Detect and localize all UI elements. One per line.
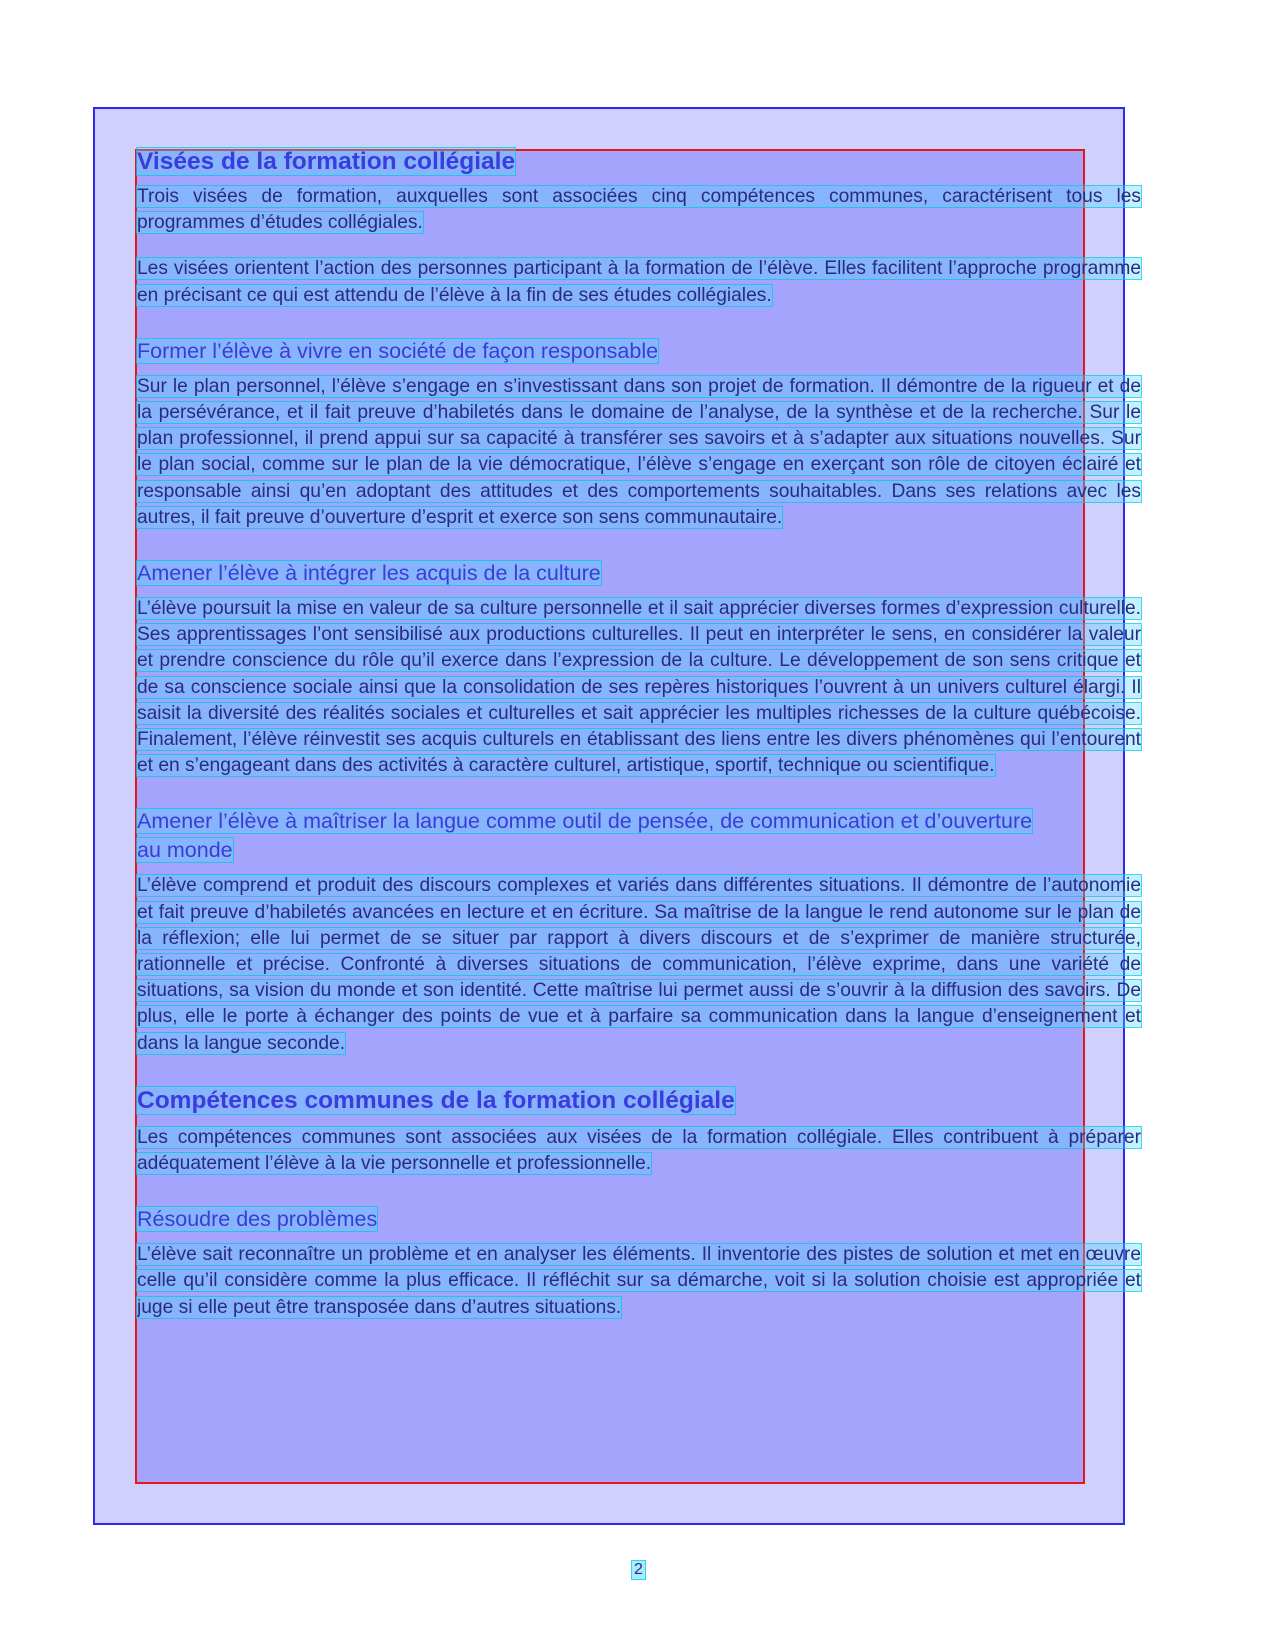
section-title-text: Compétences communes de la formation collégiale (137, 1086, 735, 1114)
paragraph: Sur le plan personnel, l’élève s’engage en s’investissant dans son projet de formation. Il démontre de la rigueur et de la persévérance, et il fait preuve d’habiletés dans le domaine de l’analyse, de la synthèse et de la recherche. Sur le plan professionnel, il prend appui sur sa capacité à transférer ses savoirs et à s’adapter aux situations nouvelles. Sur le plan social, comme sur le plan de la vie démocratique, l’élève s’engage en exerçant son rôle de citoyen éclairé et responsable ainsi qu’en adoptant des attitudes et des comportements souhaitables. Dans ses relations avec les autres, il fait preuve d’ouverture d’esprit et exerce son sens communautaire. (137, 375, 1141, 528)
paragraph: L’élève poursuit la mise en valeur de sa culture personnelle et il sait apprécier diverses formes d’expression culturelle. Ses apprentissages l’ont sensibilisé aux productions culturelles. Il peut en interpréter le sens, en considérer la valeur et prendre conscience du rôle qu’il exerce dans l’expression de la culture. Le développement de son sens critique et de sa conscience sociale ainsi que la consolidation de ses repères historiques l’ouvrent à un univers culturel élargi. Il saisit la diversité des réalités sociales et culturelles et sait apprécier les multiples richesses de la culture québécoise. Finalement, l’élève réinvestit ses acquis culturels en établissant des liens entre les divers phénomènes qui l’entourent et en s’engageant dans des activités à caractère culturel, artistique, sportif, technique ou scientifique. (137, 598, 1141, 777)
paragraph: L’élève sait reconnaître un problème et en analyser les éléments. Il inventorie des pistes de solution et met en œuvre celle qu’il considère comme la plus efficace. Il réfléchit sur sa démarche, voit si la solution choisie est appropriée et juge si elle peut être transposée dans d’autres situations. (137, 1244, 1141, 1318)
section-title-visees (137, 148, 1141, 175)
subsection-title: Amener l’élève à maîtriser la langue comme outil de pensée, de communication et d’ouverture au monde (137, 809, 1033, 863)
paragraph: Trois visées de formation, auxquelles sont associées cinq compétences communes, caractérisent tous les programmes d’études collégiales. (137, 186, 1141, 234)
subsection-title: Former l’élève à vivre en société de façon responsable (137, 338, 659, 363)
subsection-title: Résoudre des problèmes (137, 1207, 378, 1232)
paragraph: Les visées orientent l’action des personnes participant à la formation de l’élève. Elles facilitent l’approche programme en précisant ce qui est attendu de l’élève à la fin de ses études collégiales. (137, 258, 1141, 306)
subsection-title: Amener l’élève à intégrer les acquis de la culture (137, 561, 601, 586)
document-body (137, 148, 1141, 1321)
paragraph: Les compétences communes sont associées aux visées de la formation collégiale. Elles contribuent à préparer adéquatement l’élève à la vie personnelle et professionnelle. (137, 1126, 1141, 1175)
section-title-competences (137, 1087, 1141, 1114)
section-title-text: Visées de la formation collégiale (137, 148, 516, 175)
page-number: 2 (634, 1561, 643, 1578)
paragraph: L’élève comprend et produit des discours complexes et variés dans différentes situations. Il démontre de l’autonomie et fait preuve d’habiletés avancées en lecture et en écriture. Sa maîtrise de la langue le rend autonome sur le plan de la réflexion; elle lui permet de se situer par rapport à divers discours et de s’exprimer de manière structurée, rationnelle et précise. Confronté à diverses situations de communication, l’élève exprime, dans une variété de situations, sa vision du monde et son identité. Cette maîtrise lui permet aussi de s’ouvrir à la diffusion des savoirs. De plus, elle le porte à échanger des points de vue et à parfaire sa communication dans la langue d’enseignement et dans la langue seconde. (137, 875, 1141, 1054)
